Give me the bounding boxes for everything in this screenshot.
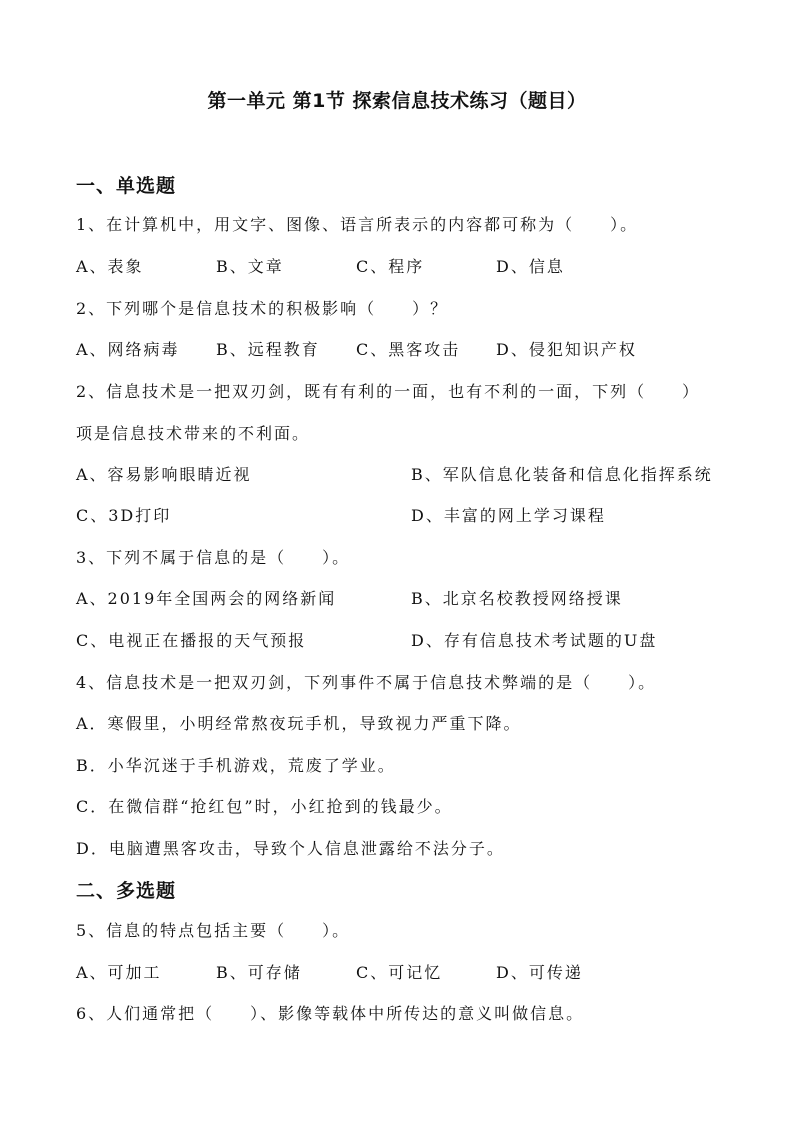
question-2b-stem-line-2: 项是信息技术带来的不利面。 <box>76 424 311 443</box>
section-heading-single-choice: 一、单选题 <box>76 175 177 197</box>
question-1-option-b: B、文章 <box>216 257 284 276</box>
question-3-option-c: C、电视正在播报的天气预报 <box>76 631 307 650</box>
page-title: 第一单元 第1节 探索信息技术练习（题目） <box>207 90 587 112</box>
question-4-option-d: D．电脑遭黑客攻击，导致个人信息泄露给不法分子。 <box>76 839 505 858</box>
question-2a-stem: 2、下列哪个是信息技术的积极影响（ ）？ <box>76 299 449 318</box>
section-heading-multiple-choice: 二、多选题 <box>76 880 177 902</box>
question-3-option-b: B、北京名校教授网络授课 <box>411 589 623 608</box>
question-4-option-c: C．在微信群“抢红包”时，小红抢到的钱最少。 <box>76 797 453 816</box>
question-2a-option-d: D、侵犯知识产权 <box>496 340 637 359</box>
question-4-option-a: A．寒假里，小明经常熬夜玩手机，导致视力严重下降。 <box>76 714 522 733</box>
question-5-option-d: D、可传递 <box>496 963 583 982</box>
question-1-option-d: D、信息 <box>496 257 565 276</box>
question-1-stem: 1、在计算机中，用文字、图像、语言所表示的内容都可称为（ ）。 <box>76 215 639 234</box>
question-2b-option-b: B、军队信息化装备和信息化指挥系统 <box>411 465 713 484</box>
question-2b-option-c: C、3D打印 <box>76 506 172 525</box>
question-4-option-b: B．小华沉迷于手机游戏，荒废了学业。 <box>76 756 396 775</box>
question-4-stem: 4、信息技术是一把双刃剑，下列事件不属于信息技术弊端的是（ ）。 <box>76 673 657 692</box>
question-2a-option-a: A、网络病毒 <box>76 340 180 359</box>
question-3-stem: 3、下列不属于信息的是（ ）。 <box>76 548 351 567</box>
question-1-option-c: C、程序 <box>356 257 425 276</box>
question-6-stem: 6、人们通常把（ ）、影像等载体中所传达的意义叫做信息。 <box>76 1004 585 1023</box>
question-3-option-d: D、存有信息技术考试题的U盘 <box>411 631 658 650</box>
question-2a-option-b: B、远程教育 <box>216 340 320 359</box>
question-5-stem: 5、信息的特点包括主要（ ）。 <box>76 921 351 940</box>
question-2b-option-d: D、丰富的网上学习课程 <box>411 506 606 525</box>
question-2b-option-a: A、容易影响眼睛近视 <box>76 465 252 484</box>
question-5-option-c: C、可记忆 <box>356 963 443 982</box>
question-2a-option-c: C、黑客攻击 <box>356 340 461 359</box>
question-1-option-a: A、表象 <box>76 257 144 276</box>
question-3-option-a: A、2019年全国两会的网络新闻 <box>76 589 337 608</box>
question-2b-stem-line-1: 2、信息技术是一把双刃剑，既有有利的一面，也有不利的一面，下列（ ） <box>76 382 701 401</box>
question-5-option-a: A、可加工 <box>76 963 162 982</box>
question-5-option-b: B、可存储 <box>216 963 302 982</box>
